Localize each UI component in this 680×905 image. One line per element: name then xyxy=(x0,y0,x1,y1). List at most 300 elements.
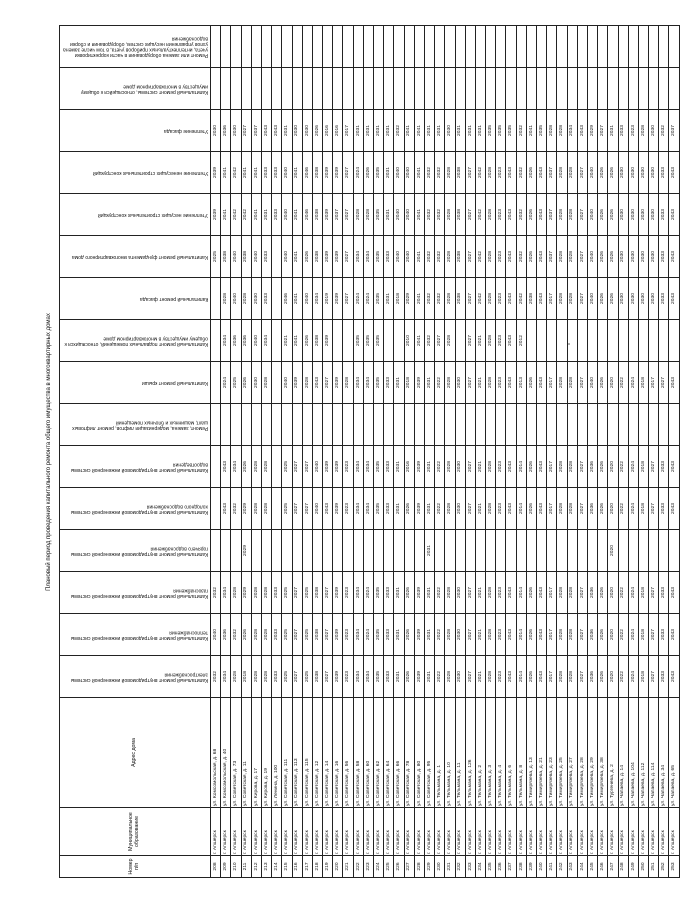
row-address: ул. Ленина, д. 100 xyxy=(272,698,282,808)
row-year-cell xyxy=(323,68,333,110)
row-year-cell: 2026 xyxy=(526,194,536,236)
row-year-cell: 2037 xyxy=(547,152,557,194)
row-year-cell xyxy=(577,320,587,362)
row-year-cell: 2027 xyxy=(343,278,353,320)
row-year-cell: 2031 xyxy=(384,278,394,320)
row-year-cell: 2039 xyxy=(333,446,343,488)
row-year-cell: 2041 xyxy=(292,320,302,362)
row-year-cell: 2034 xyxy=(567,110,577,152)
row-year-cell: 2035 xyxy=(537,110,547,152)
row-year-cell: 2039 xyxy=(323,320,333,362)
row-year-cell: 2043 xyxy=(669,656,679,698)
row-municipality: г. Апшерск xyxy=(374,808,384,856)
row-year-cell xyxy=(282,68,292,110)
row-year-cell: 2028 xyxy=(445,614,455,656)
row-municipality: г. Апшерск xyxy=(384,808,394,856)
row-year-cell xyxy=(272,68,282,110)
row-year-cell: 2041 xyxy=(414,152,424,194)
row-year-cell: 2033 xyxy=(384,236,394,278)
row-municipality: г. Апшерск xyxy=(241,808,251,856)
header-col: Капитальный ремонт фасада xyxy=(60,278,211,320)
row-year-cell xyxy=(465,68,475,110)
header-col: Капитальный ремонт внутридомовой инженерной системы горячего водоснабжения xyxy=(60,530,211,572)
row-year-cell: 2040 xyxy=(251,320,261,362)
row-year-cell: 2028 xyxy=(302,362,312,404)
row-year-cell: 2025 xyxy=(282,572,292,614)
row-year-cell xyxy=(302,404,312,446)
row-year-cell: 2028 xyxy=(251,488,261,530)
row-year-cell: 2026 xyxy=(608,278,618,320)
row-year-cell: 2021 xyxy=(475,362,485,404)
table-row xyxy=(282,26,292,878)
row-address: ул. Кирова, д. 19 xyxy=(261,698,271,808)
row-year-cell: 2030 xyxy=(251,362,261,404)
row-year-cell: 2027 xyxy=(435,320,445,362)
row-year-cell: 2043 xyxy=(506,194,516,236)
row-year-cell: 2033 xyxy=(272,614,282,656)
table-row xyxy=(384,26,394,878)
row-year-cell: 2029 xyxy=(241,530,251,572)
row-year-cell: 2043 xyxy=(669,152,679,194)
row-year-cell xyxy=(445,68,455,110)
row-year-cell: 2027 xyxy=(343,236,353,278)
row-number: 243 xyxy=(567,856,577,878)
row-year-cell: 2031 xyxy=(394,572,404,614)
row-year-cell xyxy=(526,530,536,572)
row-year-cell: 2026 xyxy=(404,488,414,530)
row-year-cell: 2027 xyxy=(465,656,475,698)
row-number: 220 xyxy=(333,856,343,878)
row-year-cell: 2033 xyxy=(659,194,669,236)
row-municipality: г. Апшерск xyxy=(221,808,231,856)
row-year-cell: 2040 xyxy=(587,236,597,278)
table-row xyxy=(669,26,679,878)
row-year-cell: 2027 xyxy=(465,614,475,656)
table-row xyxy=(404,26,414,878)
row-year-cell: 2043 xyxy=(506,656,516,698)
row-year-cell: 2023 xyxy=(343,572,353,614)
row-address: ул. Тельмана, д. 1 xyxy=(435,698,445,808)
row-year-cell xyxy=(638,26,648,68)
row-address: ул. Советская, д. 111 xyxy=(282,698,292,808)
row-address: ул. Тимирязева, д. 28 xyxy=(577,698,587,808)
row-year-cell: 2014 xyxy=(516,614,526,656)
row-year-cell: 2014 xyxy=(516,656,526,698)
row-address: ул. Советская, д. 113 xyxy=(292,698,302,808)
row-municipality: г. Апшерск xyxy=(333,808,343,856)
row-year-cell: 2041 xyxy=(292,278,302,320)
row-year-cell xyxy=(669,404,679,446)
row-year-cell: 2020 xyxy=(608,614,618,656)
row-year-cell: 2027 xyxy=(577,488,587,530)
row-year-cell: 2031 xyxy=(465,110,475,152)
row-year-cell: 2030 xyxy=(211,110,221,152)
table-row xyxy=(516,26,526,878)
row-year-cell: 2027 xyxy=(465,194,475,236)
row-year-cell: 2039 xyxy=(323,194,333,236)
row-year-cell xyxy=(557,68,567,110)
row-year-cell xyxy=(384,26,394,68)
row-year-cell xyxy=(465,404,475,446)
row-year-cell: 2026 xyxy=(241,614,251,656)
row-year-cell: 2043 xyxy=(669,362,679,404)
row-year-cell: 2034 xyxy=(363,446,373,488)
row-year-cell: 2041 xyxy=(414,320,424,362)
row-year-cell xyxy=(272,26,282,68)
row-year-cell xyxy=(587,404,597,446)
row-year-cell xyxy=(211,530,221,572)
row-year-cell: 2024 xyxy=(363,614,373,656)
row-year-cell: 2031 xyxy=(455,110,465,152)
row-year-cell: 2033 xyxy=(659,572,669,614)
row-year-cell: 2028 xyxy=(241,278,251,320)
row-year-cell: 2028 xyxy=(557,236,567,278)
row-year-cell: 2024 xyxy=(628,614,638,656)
row-year-cell: 2027 xyxy=(465,236,475,278)
row-year-cell xyxy=(659,320,669,362)
row-year-cell xyxy=(659,404,669,446)
row-municipality: г. Апшерск xyxy=(404,808,414,856)
row-year-cell xyxy=(353,68,363,110)
row-year-cell: 2039 xyxy=(211,152,221,194)
row-year-cell: 2027 xyxy=(292,572,302,614)
row-year-cell xyxy=(649,320,659,362)
row-year-cell xyxy=(516,68,526,110)
row-address: ул. Советская, д. 78 xyxy=(404,698,414,808)
row-year-cell: 2031 xyxy=(475,110,485,152)
row-year-cell: 2041 xyxy=(292,236,302,278)
row-year-cell: 2032 xyxy=(424,194,434,236)
row-year-cell: 2039 xyxy=(333,614,343,656)
header-address: Адрес дома xyxy=(60,698,211,808)
row-municipality: г. Апшерск xyxy=(486,808,496,856)
row-year-cell: 2038 xyxy=(455,152,465,194)
row-year-cell: 2030 xyxy=(649,194,659,236)
table-row xyxy=(333,26,343,878)
row-year-cell: 2038 xyxy=(526,278,536,320)
row-year-cell xyxy=(496,530,506,572)
row-year-cell: 2035 xyxy=(374,446,384,488)
row-year-cell: 2033 xyxy=(659,236,669,278)
row-municipality: г. Апшерск xyxy=(475,808,485,856)
row-year-cell xyxy=(394,68,404,110)
row-year-cell xyxy=(618,530,628,572)
row-year-cell: 2026 xyxy=(526,656,536,698)
row-year-cell: 2028 xyxy=(486,572,496,614)
row-year-cell: 2027 xyxy=(323,572,333,614)
row-municipality: г. Апшерск xyxy=(577,808,587,856)
row-year-cell xyxy=(587,26,597,68)
row-year-cell: 2017 xyxy=(547,446,557,488)
row-year-cell: 2024 xyxy=(353,152,363,194)
table-row xyxy=(231,26,241,878)
row-year-cell xyxy=(486,404,496,446)
row-year-cell: 2030 xyxy=(628,194,638,236)
row-year-cell xyxy=(598,68,608,110)
row-year-cell: 2023 xyxy=(496,572,506,614)
row-year-cell xyxy=(465,26,475,68)
row-year-cell: 2027 xyxy=(292,446,302,488)
row-year-cell: 2031 xyxy=(374,110,384,152)
row-year-cell xyxy=(211,488,221,530)
table-row xyxy=(353,26,363,878)
header-col: Капитальный ремонт внутридомовой инженерной системы газоснабжения xyxy=(60,572,211,614)
row-year-cell xyxy=(608,320,618,362)
row-number: 230 xyxy=(435,856,445,878)
row-year-cell: 2043 xyxy=(537,236,547,278)
row-year-cell: 2024 xyxy=(628,488,638,530)
row-year-cell xyxy=(496,26,506,68)
row-number: 209 xyxy=(221,856,231,878)
row-year-cell: 2017 xyxy=(547,488,557,530)
row-year-cell: 2030 xyxy=(455,572,465,614)
row-year-cell: 2017 xyxy=(547,278,557,320)
row-year-cell: 2031 xyxy=(424,614,434,656)
row-year-cell xyxy=(669,530,679,572)
row-address: ул. Советская, д. 80 xyxy=(414,698,424,808)
row-number: 246 xyxy=(598,856,608,878)
row-year-cell xyxy=(628,530,638,572)
row-year-cell: 2023 xyxy=(496,656,506,698)
table-row xyxy=(211,26,221,878)
row-year-cell: 2027 xyxy=(577,656,587,698)
row-year-cell xyxy=(598,320,608,362)
row-year-cell: 2030 xyxy=(628,152,638,194)
header-col: Утепление несущих строительных конструкций xyxy=(60,194,211,236)
row-year-cell: 2030 xyxy=(455,446,465,488)
row-year-cell: 2014 xyxy=(516,572,526,614)
row-year-cell: 2043 xyxy=(537,362,547,404)
row-year-cell: 2027 xyxy=(465,152,475,194)
row-year-cell: 2043 xyxy=(669,488,679,530)
row-year-cell: 2026 xyxy=(608,236,618,278)
row-year-cell: 2027 xyxy=(577,446,587,488)
row-number: 216 xyxy=(292,856,302,878)
row-year-cell: 2034 xyxy=(353,236,363,278)
row-number: 228 xyxy=(414,856,424,878)
row-year-cell xyxy=(618,404,628,446)
row-year-cell: 2028 xyxy=(251,656,261,698)
row-year-cell: 2039 xyxy=(323,446,333,488)
row-year-cell: 2040 xyxy=(231,278,241,320)
row-year-cell: 2043 xyxy=(669,278,679,320)
row-year-cell xyxy=(659,530,669,572)
row-year-cell xyxy=(261,404,271,446)
row-address: ул. Тельмана, д. 3 xyxy=(486,698,496,808)
row-year-cell: 2031 xyxy=(424,656,434,698)
row-year-cell: 2026 xyxy=(404,572,414,614)
row-year-cell: 2028 xyxy=(261,362,271,404)
row-year-cell: 2038 xyxy=(312,572,322,614)
row-year-cell xyxy=(547,404,557,446)
row-year-cell: 2033 xyxy=(272,656,282,698)
row-year-cell: 2036 xyxy=(241,320,251,362)
row-year-cell xyxy=(537,404,547,446)
row-year-cell: 2028 xyxy=(557,152,567,194)
row-number: 222 xyxy=(353,856,363,878)
row-year-cell: 2027 xyxy=(577,614,587,656)
row-year-cell xyxy=(241,404,251,446)
row-year-cell: 2030 xyxy=(455,362,465,404)
row-year-cell: 2039 xyxy=(414,446,424,488)
row-year-cell: 2023 xyxy=(496,488,506,530)
table-row xyxy=(241,26,251,878)
row-year-cell: 2028 xyxy=(567,194,577,236)
row-year-cell: 2035 xyxy=(374,488,384,530)
header-row xyxy=(60,26,211,878)
row-year-cell: 2030 xyxy=(638,194,648,236)
row-year-cell: 2028 xyxy=(445,236,455,278)
row-year-cell: 2027 xyxy=(465,446,475,488)
row-year-cell: 2032 xyxy=(424,320,434,362)
row-year-cell: 2035 xyxy=(486,110,496,152)
row-year-cell: 2027 xyxy=(659,362,669,404)
row-year-cell: 2028 xyxy=(445,488,455,530)
row-year-cell: 2041 xyxy=(251,152,261,194)
row-municipality: г. Апшерск xyxy=(282,808,292,856)
row-year-cell: 2030 xyxy=(638,236,648,278)
row-year-cell: 2028 xyxy=(557,362,567,404)
row-year-cell: 2027 xyxy=(323,614,333,656)
row-year-cell: 2036 xyxy=(587,656,597,698)
row-year-cell xyxy=(312,68,322,110)
row-year-cell: 2028 xyxy=(261,572,271,614)
row-year-cell: 2028 xyxy=(567,152,577,194)
row-year-cell: 2023 xyxy=(496,152,506,194)
row-year-cell: 2033 xyxy=(272,572,282,614)
row-year-cell: 2021 xyxy=(475,572,485,614)
row-year-cell: 2043 xyxy=(506,278,516,320)
row-year-cell xyxy=(526,68,536,110)
row-year-cell: 2028 xyxy=(445,278,455,320)
row-year-cell: 2032 xyxy=(516,110,526,152)
row-year-cell: 2019 xyxy=(323,278,333,320)
row-address: ул. Тимирязева, д. 23 xyxy=(547,698,557,808)
row-year-cell: 2027 xyxy=(292,614,302,656)
row-year-cell xyxy=(445,530,455,572)
table-row xyxy=(465,26,475,878)
table-row xyxy=(475,26,485,878)
row-year-cell: 2028 xyxy=(261,488,271,530)
row-year-cell: 2036 xyxy=(587,488,597,530)
row-year-cell xyxy=(455,68,465,110)
row-year-cell: 2033 xyxy=(659,656,669,698)
row-year-cell: 2036 xyxy=(231,320,241,362)
row-municipality: г. Апшерск xyxy=(465,808,475,856)
row-municipality: г. Апшерск xyxy=(343,808,353,856)
row-year-cell: 2024 xyxy=(221,362,231,404)
table-row xyxy=(435,26,445,878)
row-year-cell: 2028 xyxy=(261,656,271,698)
table-row xyxy=(312,26,322,878)
row-year-cell xyxy=(496,404,506,446)
row-year-cell: 2031 xyxy=(424,530,434,572)
row-year-cell: 2040 xyxy=(404,152,414,194)
row-year-cell: 2028 xyxy=(557,656,567,698)
row-year-cell xyxy=(628,68,638,110)
row-year-cell: 2032 xyxy=(424,152,434,194)
row-year-cell: 2018 xyxy=(638,572,648,614)
row-year-cell: 2027 xyxy=(598,110,608,152)
row-year-cell: 2020 xyxy=(608,572,618,614)
row-year-cell: 2023 xyxy=(628,110,638,152)
row-year-cell xyxy=(638,68,648,110)
row-address: ул. Чапаева, д. 112 xyxy=(638,698,648,808)
table-row xyxy=(526,26,536,878)
row-number: 247 xyxy=(608,856,618,878)
row-year-cell xyxy=(241,68,251,110)
row-year-cell: 2030 xyxy=(618,236,628,278)
row-year-cell: 2022 xyxy=(618,362,628,404)
row-year-cell xyxy=(587,68,597,110)
row-year-cell: 2041 xyxy=(221,194,231,236)
row-number: 225 xyxy=(384,856,394,878)
row-year-cell: 2031 xyxy=(282,110,292,152)
row-year-cell: 2017 xyxy=(547,614,557,656)
table-row xyxy=(221,26,231,878)
row-year-cell: 2033 xyxy=(384,614,394,656)
row-year-cell: 2022 xyxy=(435,656,445,698)
row-year-cell: 2023 xyxy=(496,362,506,404)
row-year-cell: 2031 xyxy=(363,110,373,152)
row-year-cell: 2031 xyxy=(424,446,434,488)
row-year-cell: 2041 xyxy=(292,152,302,194)
row-number: 217 xyxy=(302,856,312,878)
row-year-cell: 2031 xyxy=(424,362,434,404)
row-year-cell: 2028 xyxy=(445,320,455,362)
row-number: 219 xyxy=(323,856,333,878)
row-year-cell xyxy=(384,320,394,362)
row-year-cell: 2038 xyxy=(312,656,322,698)
row-year-cell: 2026 xyxy=(598,572,608,614)
row-year-cell xyxy=(312,404,322,446)
row-address: ул. Тельмана, д. 6 xyxy=(506,698,516,808)
table-row xyxy=(587,26,597,878)
row-year-cell xyxy=(394,404,404,446)
row-year-cell xyxy=(221,68,231,110)
table-row xyxy=(292,26,302,878)
row-year-cell xyxy=(587,320,597,362)
row-year-cell xyxy=(445,404,455,446)
row-year-cell: 2026 xyxy=(526,614,536,656)
row-year-cell xyxy=(537,26,547,68)
row-municipality: г. Апшерск xyxy=(659,808,669,856)
row-year-cell xyxy=(435,404,445,446)
row-year-cell: 2040 xyxy=(587,362,597,404)
row-year-cell: 2027 xyxy=(577,362,587,404)
row-year-cell: 2030 xyxy=(628,278,638,320)
row-year-cell: 2043 xyxy=(506,614,516,656)
row-year-cell: 2030 xyxy=(638,278,648,320)
table-row xyxy=(424,26,434,878)
row-year-cell: 2043 xyxy=(669,194,679,236)
row-number: 218 xyxy=(312,856,322,878)
row-year-cell: 2027 xyxy=(649,614,659,656)
row-year-cell: 2027 xyxy=(465,488,475,530)
row-year-cell xyxy=(435,530,445,572)
row-year-cell: 2043 xyxy=(506,488,516,530)
row-year-cell xyxy=(231,404,241,446)
row-number: 245 xyxy=(587,856,597,878)
row-year-cell xyxy=(282,26,292,68)
row-year-cell xyxy=(231,530,241,572)
row-year-cell: 2027 xyxy=(649,446,659,488)
row-year-cell: 2021 xyxy=(475,320,485,362)
row-year-cell xyxy=(384,68,394,110)
row-year-cell: 2016 xyxy=(333,110,343,152)
row-year-cell xyxy=(557,320,567,362)
row-year-cell: 2022 xyxy=(618,488,628,530)
